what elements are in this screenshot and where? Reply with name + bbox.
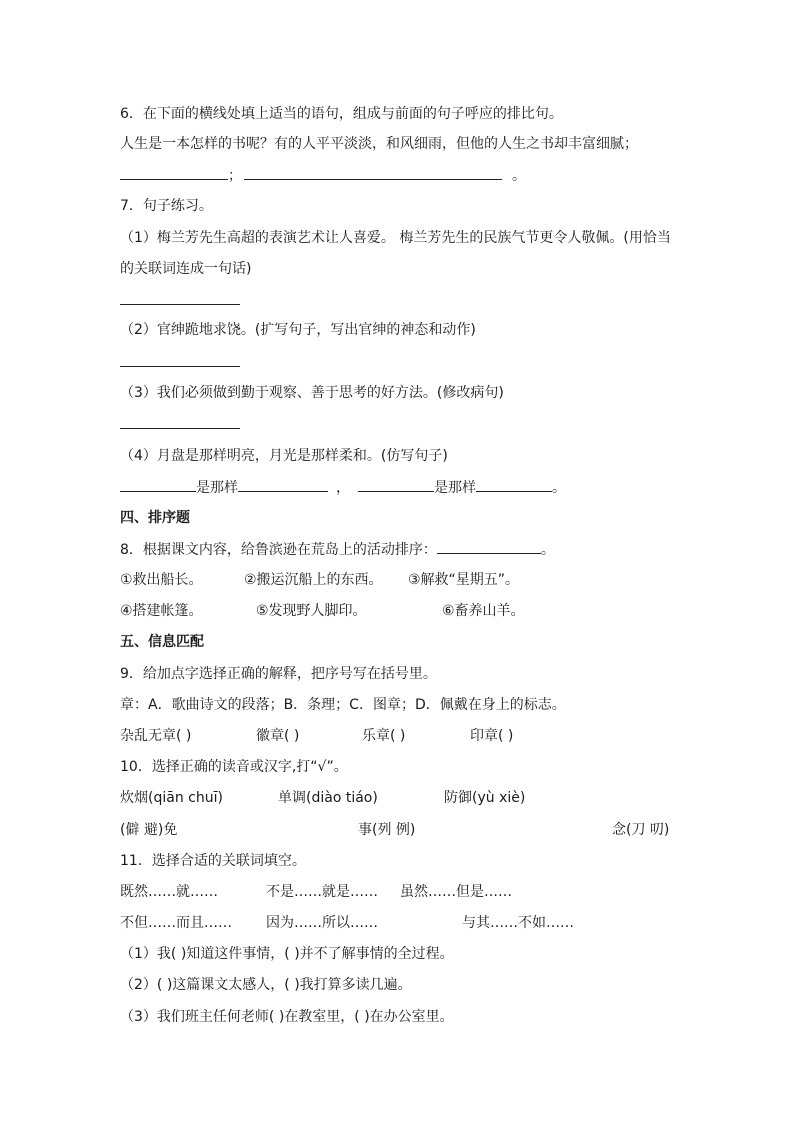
section-4-heading: 四、排序题 xyxy=(120,510,190,526)
q6-answer-line xyxy=(120,165,526,186)
q7-part2-answer xyxy=(120,352,240,373)
q7-part4: （4）月盘是那样明亮，月光是那样柔和。(仿写句子) xyxy=(120,448,448,464)
q7-blank-2[interactable] xyxy=(120,352,240,367)
q6-blank-2[interactable] xyxy=(244,165,502,180)
q11-conj-3: 虽然……但是…… xyxy=(400,884,512,900)
q7-part1-line-a: （1）梅兰芳先生高超的表演艺术让人喜爱。 梅兰芳先生的民族气节更令人敬佩。(用恰当 xyxy=(120,230,671,246)
q10-char-2[interactable]: 事(列 例) xyxy=(358,822,416,838)
q7-blank-4a[interactable] xyxy=(120,477,196,492)
q7-part1-line-b: 的关联词连成一句话) xyxy=(120,261,252,277)
q10-pinyin-3[interactable]: 防御(yù xiè) xyxy=(444,790,526,806)
q8-end: 。 xyxy=(540,542,555,558)
q7-p4-mid1: 是那样 xyxy=(196,480,238,496)
q8-title: 8．根据课文内容，给鲁滨逊在荒岛上的活动排序： xyxy=(120,542,437,558)
q8-option-1: ①救出船长。 xyxy=(120,572,203,588)
q7-title: 7．句子练习。 xyxy=(120,198,213,214)
q7-blank-3[interactable] xyxy=(120,414,240,429)
q11-sentence-2[interactable]: （2）( )这篇课文太感人，( )我打算多读几遍。 xyxy=(120,977,412,993)
q6-title: 6．在下面的横线处填上适当的语句，组成与前面的句子呼应的排比句。 xyxy=(120,106,563,122)
q9-word-3[interactable]: 乐章( ) xyxy=(362,728,406,744)
q7-p4-mid2: 是那样 xyxy=(434,480,476,496)
q11-conj-2: 不是……就是…… xyxy=(266,884,378,900)
q10-pinyin-2[interactable]: 单调(diào tiáo) xyxy=(278,790,378,806)
q8-blank[interactable] xyxy=(437,539,541,554)
q8-title-line xyxy=(120,539,555,560)
q7-part3-answer xyxy=(120,414,240,435)
q7-p4-comma: ， xyxy=(336,480,350,496)
q7-part2: （2）官绅跪地求饶。(扩写句子，写出官绅的神态和动作) xyxy=(120,322,476,338)
q8-option-4: ④搭建帐篷。 xyxy=(120,603,203,619)
q10-char-3[interactable]: 念(刀 叨) xyxy=(612,822,670,838)
q7-blank-4d[interactable] xyxy=(476,477,552,492)
q10-pinyin-1[interactable]: 炊烟(qiān chuī) xyxy=(120,790,223,806)
q9-word-2[interactable]: 徽章( ) xyxy=(256,728,300,744)
q9-title: 9．给加点字选择正确的解释，把序号写在括号里。 xyxy=(120,666,437,682)
q11-conj-1: 既然……就…… xyxy=(120,884,218,900)
q11-conj-4: 不但……而且…… xyxy=(120,915,232,931)
q10-char-1[interactable]: (僻 避)免 xyxy=(120,822,178,838)
q11-title: 11．选择合适的关联词填空。 xyxy=(120,853,306,869)
q7-part4-answer xyxy=(120,477,566,498)
q7-p4-end: 。 xyxy=(552,480,566,496)
q8-option-5: ⑤发现野人脚印。 xyxy=(256,603,367,619)
q7-part1-answer xyxy=(120,290,240,311)
q7-blank-4b[interactable] xyxy=(238,477,328,492)
q6-separator: ； xyxy=(228,168,242,184)
q11-sentence-3[interactable]: （3）我们班主任何老师( )在教室里，( )在办公室里。 xyxy=(120,1009,454,1025)
q6-blank-1[interactable] xyxy=(120,165,228,180)
q9-definitions: 章：A．歌曲诗文的段落；B．条理；C．图章；D．佩戴在身上的标志。 xyxy=(120,697,566,713)
q11-conj-5: 因为……所以…… xyxy=(266,915,378,931)
q7-part3: （3）我们必须做到勤于观察、善于思考的好方法。(修改病句) xyxy=(120,385,504,401)
q6-text: 人生是一本怎样的书呢？有的人平平淡淡，和风细雨，但他的人生之书却丰富细腻； xyxy=(120,136,638,152)
q9-word-1[interactable]: 杂乱无章( ) xyxy=(120,728,192,744)
q9-word-4[interactable]: 印章( ) xyxy=(470,728,514,744)
q8-option-3: ③解救“星期五”。 xyxy=(408,572,520,588)
q8-option-2: ②搬运沉船上的东西。 xyxy=(244,572,383,588)
q7-blank-4c[interactable] xyxy=(358,477,434,492)
q11-conj-6: 与其……不如…… xyxy=(462,915,574,931)
q6-end: 。 xyxy=(512,168,526,184)
section-5-heading: 五、信息匹配 xyxy=(120,634,204,650)
q8-option-6: ⑥畜养山羊。 xyxy=(442,603,525,619)
q11-sentence-1[interactable]: （1）我( )知道这件事情，( )并不了解事情的全过程。 xyxy=(120,946,454,962)
q7-blank-1[interactable] xyxy=(120,290,240,305)
q10-title: 10．选择正确的读音或汉字,打“√”。 xyxy=(120,759,348,775)
